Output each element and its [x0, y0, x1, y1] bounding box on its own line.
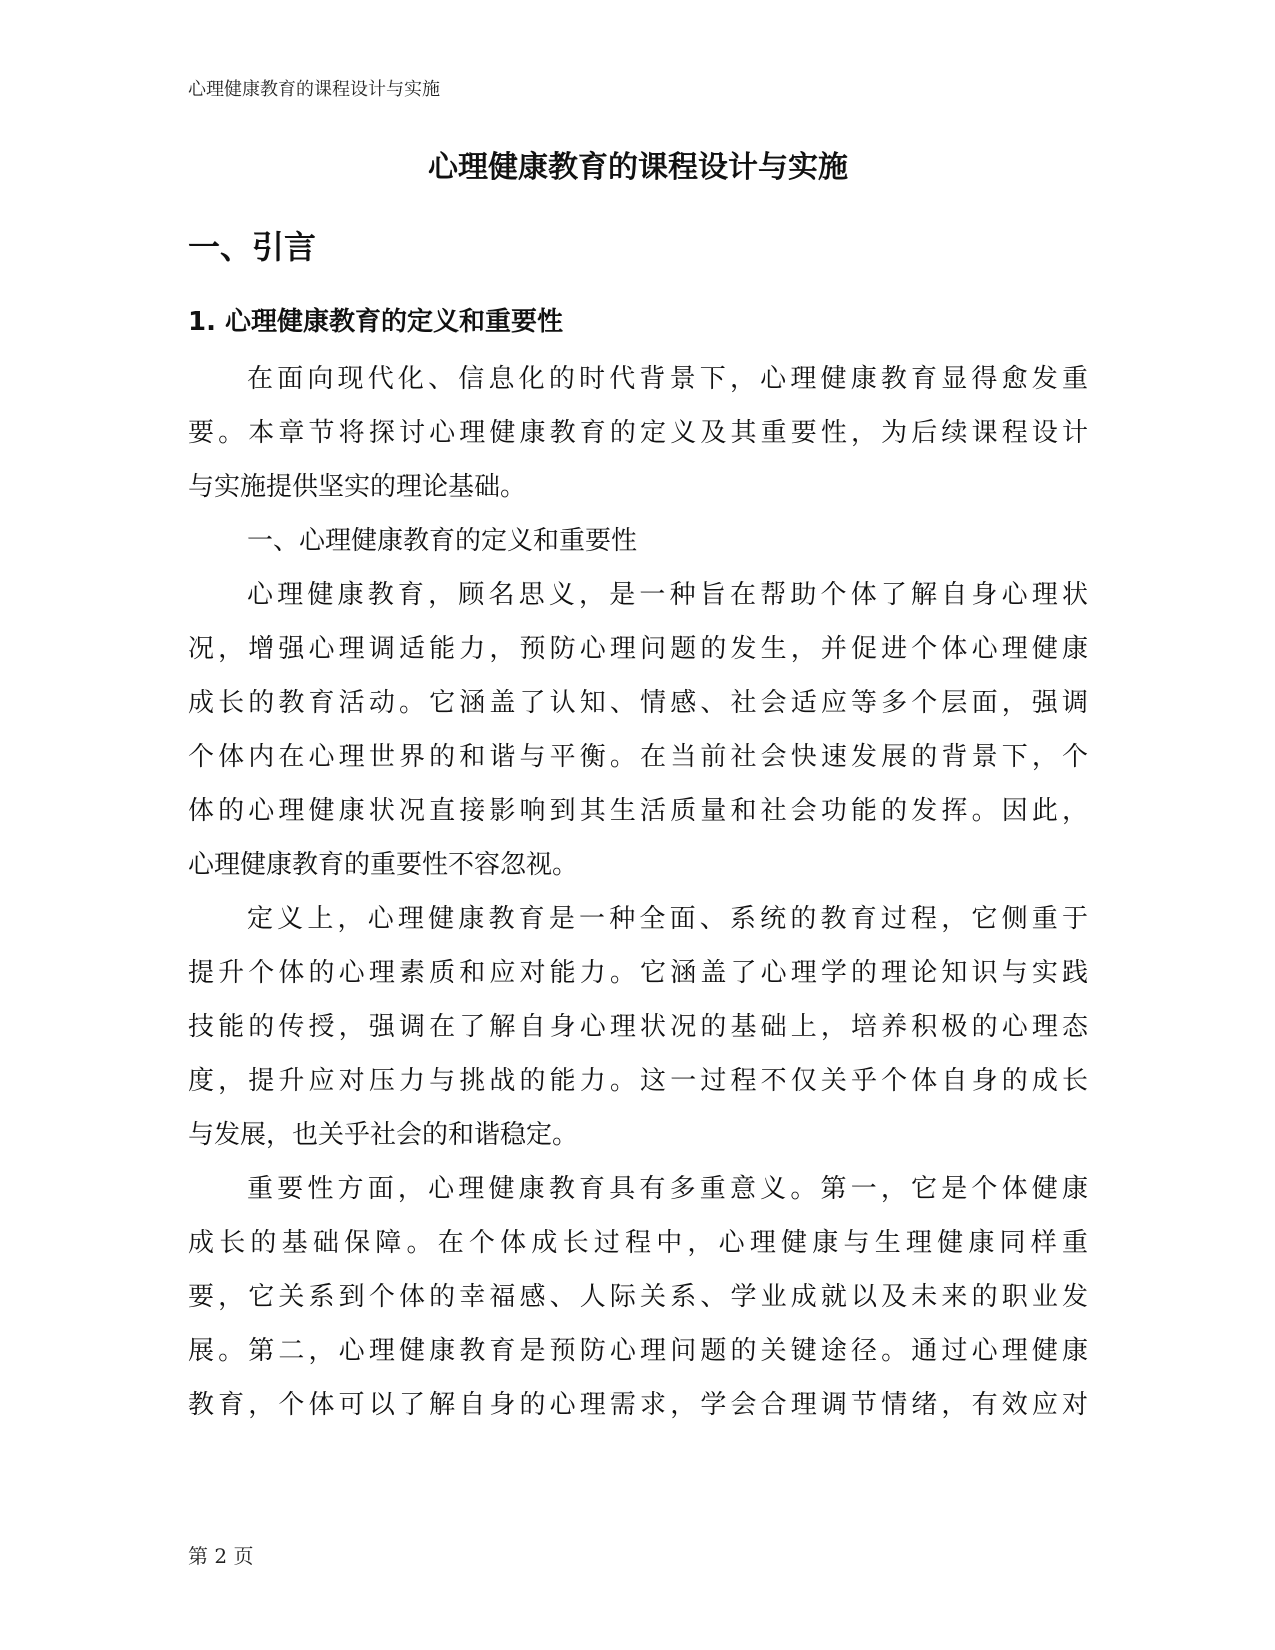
text-line: 个体内在心理世界的和谐与平衡。在当前社会快速发展的背景下，个 — [188, 742, 1088, 772]
text-line: 体的心理健康状况直接影响到其生活质量和社会功能的发挥。因此， — [188, 796, 1088, 826]
text-line: 提升个体的心理素质和应对能力。它涵盖了心理学的理论知识与实践 — [188, 958, 1088, 988]
running-header: 心理健康教育的课程设计与实施 — [188, 79, 440, 100]
text-line: 定义上，心理健康教育是一种全面、系统的教育过程，它侧重于 — [247, 904, 1088, 934]
text-line: 要，它关系到个体的幸福感、人际关系、学业成就以及未来的职业发 — [188, 1282, 1088, 1312]
text-line: 技能的传授，强调在了解自身心理状况的基础上，培养积极的心理态 — [188, 1012, 1088, 1042]
section-heading: 一、引言 — [188, 228, 317, 266]
text-line: 与实施提供坚实的理论基础。 — [188, 472, 527, 502]
text-line: 心理健康教育的重要性不容忽视。 — [188, 850, 579, 880]
text-line: 重要性方面，心理健康教育具有多重意义。第一，它是个体健康 — [247, 1174, 1088, 1204]
document-title: 心理健康教育的课程设计与实施 — [428, 150, 848, 185]
text-line: 在面向现代化、信息化的时代背景下，心理健康教育显得愈发重 — [247, 364, 1088, 394]
text-line: 心理健康教育，顾名思义，是一种旨在帮助个体了解自身心理状 — [247, 580, 1088, 610]
page-number: 第 2 页 — [188, 1544, 254, 1568]
text-line: 成长的基础保障。在个体成长过程中，心理健康与生理健康同样重 — [188, 1228, 1088, 1258]
text-line: 与发展，也关乎社会的和谐稳定。 — [188, 1120, 579, 1150]
text-line: 教育，个体可以了解自身的心理需求，学会合理调节情绪，有效应对 — [188, 1390, 1088, 1420]
subsection-heading: 1. 心理健康教育的定义和重要性 — [188, 307, 564, 337]
text-line: 况，增强心理调适能力，预防心理问题的发生，并促进个体心理健康 — [188, 634, 1088, 664]
text-line: 成长的教育活动。它涵盖了认知、情感、社会适应等多个层面，强调 — [188, 688, 1088, 718]
text-line: 度，提升应对压力与挑战的能力。这一过程不仅关乎个体自身的成长 — [188, 1066, 1088, 1096]
text-line: 展。第二，心理健康教育是预防心理问题的关键途径。通过心理健康 — [188, 1336, 1088, 1366]
text-line: 一、心理健康教育的定义和重要性 — [247, 526, 638, 556]
text-line: 要。本章节将探讨心理健康教育的定义及其重要性，为后续课程设计 — [188, 418, 1088, 448]
